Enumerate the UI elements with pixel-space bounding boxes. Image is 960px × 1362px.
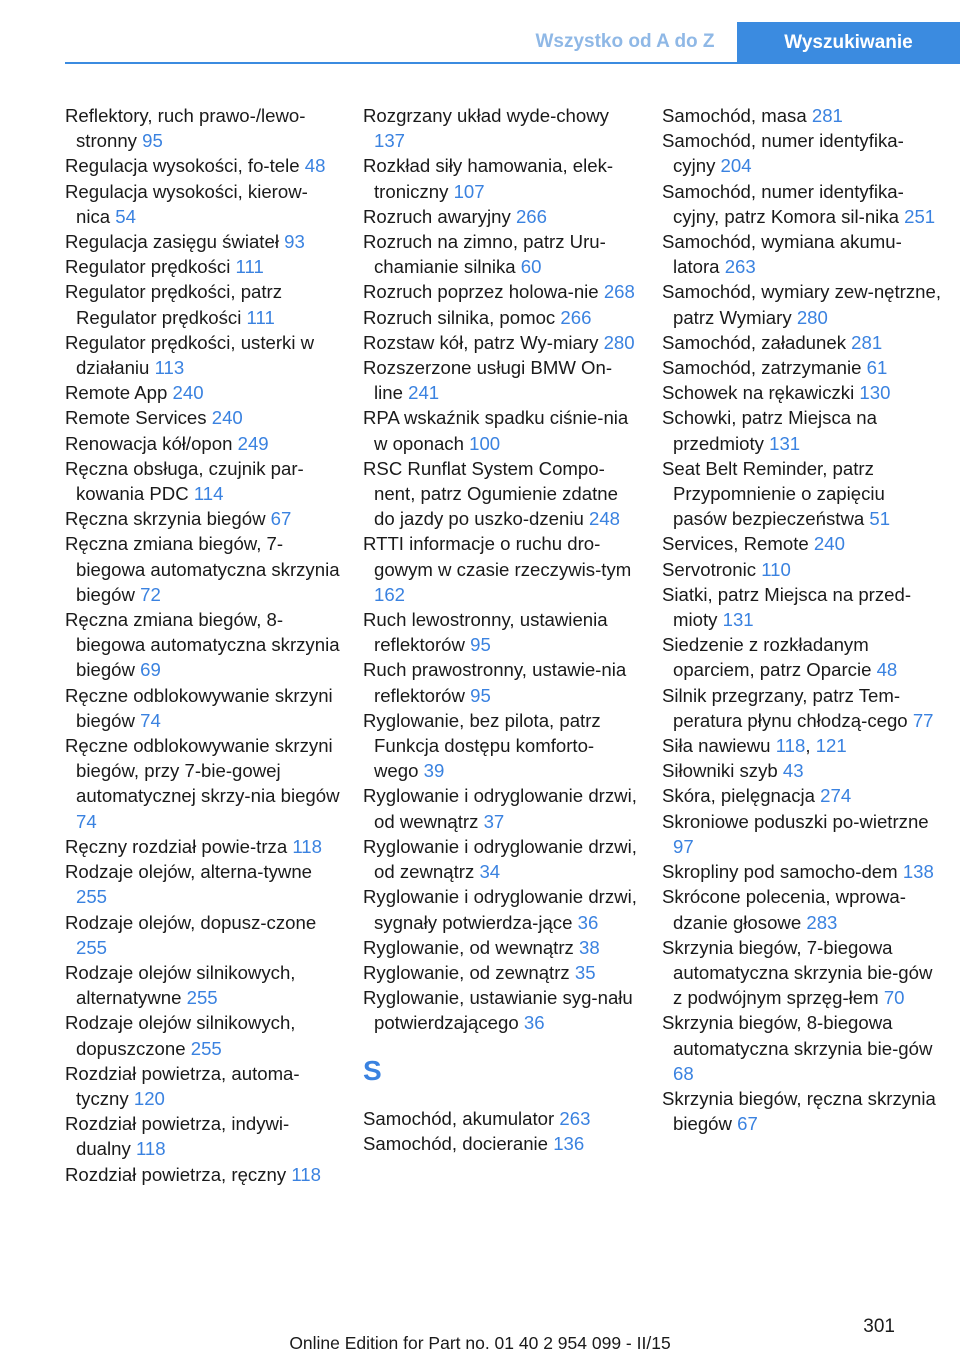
page-link[interactable]: 241 [408,382,440,404]
index-entry-text: Ruch prawostronny, ustawie-nia reflektorów [363,659,627,706]
index-entry [65,1010,340,1060]
index-entry-text: Siłowniki szyb [662,760,778,782]
index-entry [65,960,340,1010]
index-entry-text: Rozdział powietrza, indywi-dualny [65,1113,290,1160]
index-entry [363,935,638,960]
index-entry [662,884,942,934]
index-entry-text: Regulator prędkości, patrz Regulator prędkości [65,281,283,328]
index-entry-text: Rozruch silnika, pomoc [363,306,556,328]
page-link[interactable]: 37 [483,810,505,832]
page-link[interactable]: 61 [866,357,888,379]
index-entry [363,405,638,455]
page-link[interactable]: 60 [520,256,542,278]
page-link[interactable]: 281 [851,331,883,353]
page-link[interactable]: 249 [237,432,269,454]
index-entry-text: Ryglowanie i odryglowanie drzwi, od wewnątrz [363,785,637,832]
index-entry-text: Skrzynia biegów, ręczna skrzynia biegów [662,1087,936,1135]
page-link[interactable]: 74 [140,709,161,731]
index-entry-text: Samochód, wymiary zew-nętrzne, patrz Wymiary [662,281,942,328]
index-entry [363,783,638,833]
index-entry-text: Siatki, patrz Miejsca na przed-mioty [662,583,912,631]
index-entry [65,103,340,153]
index-entry [662,330,942,355]
index-entry-text: Seat Belt Reminder, patrz Przypomnienie o zapięciu pasów bezpieczeństwa [662,457,885,530]
page-link[interactable]: 111 [246,306,275,328]
tab-search[interactable]: Wyszukiwanie [737,22,960,64]
index-entry [65,531,340,607]
index-entry [363,355,638,405]
index-entry-text: Rozruch na zimno, patrz Uru-chamianie silnika [363,231,606,278]
page-link[interactable]: 97 [673,835,694,857]
index-entry [363,330,638,355]
index-entry-text: Samochód, docieranie [363,1132,549,1154]
index-entry [662,355,942,380]
index-entry [363,1106,638,1131]
index-entry-text: Rodzaje olejów, alterna-tywne [65,861,313,883]
index-entry [65,380,340,405]
index-entry-text: Services, Remote [662,533,809,555]
index-entry-text: Rodzaje olejów silnikowych, dopuszczone [65,1012,296,1059]
index-entry [65,405,340,430]
page-link[interactable]: 70 [883,987,905,1009]
page-link[interactable]: 268 [603,281,635,303]
page-link[interactable]: 162 [374,583,406,605]
page-link[interactable]: 111 [235,256,264,278]
index-entry [363,153,638,203]
index-entry [363,229,638,279]
index-entry-text: Rozkład siły hamowania, elek-troniczny [363,155,614,202]
index-entry [65,910,340,960]
section-s-entries [363,1106,638,1156]
index-entry [65,733,340,834]
index-entry [662,128,942,178]
page-link[interactable]: 121 [815,735,847,757]
page-link[interactable]: 118 [775,735,806,757]
index-entry [65,607,340,683]
page-link[interactable]: 274 [820,785,852,807]
index-entry [662,103,942,128]
index-entry-text: Ręczne odblokowywanie skrzyni biegów [65,684,333,731]
page-link[interactable]: 255 [190,1037,222,1059]
page-link[interactable]: 240 [172,382,204,404]
page-link[interactable]: 43 [782,760,804,782]
index-entry-text: Ryglowanie i odryglowanie drzwi, od zewnątrz [363,835,637,883]
index-column-2 [363,103,638,1156]
page-link[interactable]: 74 [76,810,97,832]
index-entry [662,279,942,329]
index-entry-text: Rozszerzone usługi BMW On-line [363,357,613,404]
index-entry [662,809,942,859]
index-entry-text: Skropliny pod samocho-dem [662,861,898,883]
index-entry-text: Ręczna obsługa, czujnik par-kowania PDC [65,457,304,505]
tab-a-to-z[interactable]: Wszystko od A do Z [535,31,715,52]
index-entry-text: Samochód, akumulator [363,1107,555,1129]
index-entry-text: Regulacja zasięgu świateł [65,231,279,253]
page-link[interactable]: 136 [553,1132,585,1154]
index-entry-text: Ręczna zmiana biegów, 8-biegowa automatyczna skrzynia biegów [65,609,340,681]
index-entry [363,607,638,657]
page-link[interactable]: 137 [374,130,406,152]
index-entry: Siła nawiewu 118, 121 [662,735,847,757]
index-column-1 [65,103,340,1187]
index-entry [662,179,942,229]
page-link[interactable]: 251 [904,205,936,227]
index-entry-text: Schowki, patrz Miejsca na przedmioty [662,407,877,454]
index-entry-text: Ręczne odblokowywanie skrzyni biegów, przy 7-bie-gowej automatycznej skrzy-nia biegów [65,735,340,807]
page-link[interactable]: 93 [284,231,305,253]
index-entry-text: Samochód, numer identyfika-cyjny, patrz Komora sil-nika [662,180,904,227]
page-link[interactable]: 130 [859,382,891,404]
index-entry-text: Rozgrzany układ wyde-chowy [363,105,609,126]
page-link[interactable]: 67 [270,508,292,530]
index-entry-text: Remote Services [65,407,207,429]
page-link[interactable]: 100 [469,432,501,454]
index-entry-text: Ryglowanie, od wewnątrz [363,936,574,958]
index-entry-text: Regulator prędkości, usterki w działaniu [65,331,315,379]
page-link[interactable]: 131 [769,432,801,454]
page-link[interactable]: 280 [603,331,635,353]
index-entry [662,380,942,405]
page-link[interactable]: 95 [470,684,491,706]
page-link[interactable]: 39 [423,760,445,782]
page-link[interactable]: 69 [140,659,161,681]
page-link[interactable]: 281 [811,105,843,126]
page-link[interactable]: 114 [193,483,224,505]
index-entry-text: Samochód, wymiana akumu-latora [662,231,902,278]
page-link[interactable]: 68 [673,1062,694,1084]
index-entry [363,985,638,1035]
page-link[interactable]: 263 [724,256,756,278]
index-entry-text: Skrzynia biegów, 8-biegowa automatyczna skrzynia bie-gów [662,1012,933,1059]
index-entry [662,783,942,808]
index-entry-text: Ręczna skrzynia biegów [65,508,266,530]
index-entry-text: Ręczny rozdział powie-trza [65,835,288,857]
page-link[interactable]: 95 [470,634,491,656]
index-entry [65,456,340,506]
index-entry-text: Rozdział powietrza, ręczny [65,1163,287,1185]
index-entry-text: Ryglowanie, od zewnątrz [363,961,570,983]
index-entry [662,456,942,532]
page-link[interactable]: 131 [722,609,754,631]
page-link[interactable]: 48 [876,659,898,681]
index-entry-text: RSC Runflat System Compo-nent, patrz Ogumienie zdatne do jazdy po uszko-dzeniu [363,457,618,530]
index-entry [65,431,340,456]
page-link[interactable]: 77 [912,709,934,731]
index-entry [65,834,340,859]
edition-footer: Online Edition for Part no. 01 40 2 954 099 - II/15 [289,1333,671,1353]
index-entry-text: Ryglowanie, bez pilota, patrz Funkcja dostępu komforto-wego [363,709,601,782]
page-link[interactable]: 110 [761,558,791,580]
index-entry-text: Remote App [65,382,168,404]
page-link[interactable]: 283 [806,911,838,933]
index-entry [65,683,340,733]
page-number: 301 [863,1316,895,1337]
index-entry [662,229,942,279]
index-entry [65,279,340,329]
index-entry-text: Schowek na rękawiczki [662,382,855,404]
index-entry [65,1162,340,1187]
index-entry-text: Samochód, załadunek [662,331,846,353]
index-entry [662,1086,942,1136]
index-entry [65,859,340,909]
index-entry [65,229,340,254]
index-entry-text: Servotronic [662,558,757,580]
page-link[interactable]: 240 [813,533,845,555]
page-link[interactable]: 255 [76,936,108,958]
index-entry [65,153,340,178]
index-entry-text: Skrócone polecenia, wprowa-dzanie głosowe [662,886,906,933]
index-entry [363,884,638,934]
index-entry-text: Skroniowe poduszki po-wietrzne [662,810,929,832]
page-link[interactable]: 118 [135,1138,166,1160]
page-link[interactable]: 120 [133,1087,165,1109]
page-link[interactable]: 118 [291,1163,321,1185]
page-link[interactable]: 48 [304,155,326,177]
index-entry-text: RPA wskaźnik spadku ciśnie-nia w oponach [363,407,629,454]
index-entry-text: Ryglowanie, ustawianie syg-nału potwierdzającego [363,987,633,1034]
index-entry-text: Rozruch poprzez holowa-nie [363,281,599,303]
index-entry-text: RTTI informacje o ruchu dro-gowym w czasie rzeczywis-tym [363,533,632,580]
index-entry-text: Samochód, numer identyfika-cyjny [662,130,904,177]
index-entry [363,834,638,884]
index-entry [363,279,638,304]
page-link[interactable]: 204 [720,155,752,177]
index-entry [65,1111,340,1161]
index-entry [65,330,340,380]
index-entry-text: Reflektory, ruch prawo-/lewo-stronny [65,105,306,152]
index-entry-text: Rozstaw kół, patrz Wy-miary [363,331,599,353]
index-entry-text: Skrzynia biegów, 7-biegowa automatyczna skrzynia bie-gów z podwójnym sprzęg-łem [662,936,933,1009]
index-entry [363,1131,638,1156]
index-entry [662,1010,942,1086]
page-link[interactable]: 255 [76,886,108,908]
page-link[interactable]: 280 [796,306,828,328]
index-entry-text: Rozruch awaryjny [363,205,511,227]
index-entry-text: Silnik przegrzany, patrz Tem-peratura płynu chłodzą-cego [662,684,908,731]
page-link[interactable]: 266 [560,306,592,328]
index-entry [662,683,942,733]
index-entry-text: Ręczna zmiana biegów, 7-biegowa automatyczna skrzynia biegów [65,533,340,605]
index-entry [65,506,340,531]
index-entry [363,708,638,784]
index-entry [662,405,942,455]
page-link[interactable]: 67 [737,1113,758,1135]
page-link[interactable]: 118 [292,835,322,857]
index-entry-text: Rodzaje olejów, dopusz-czone [65,911,317,933]
index-entry [662,758,942,783]
page-link[interactable]: 248 [589,508,621,530]
index-entry-text: Regulator prędkości [65,256,231,278]
index-entry-text: Ryglowanie i odryglowanie drzwi, sygnały potwierdza-jące [363,886,637,933]
page-link[interactable]: 138 [902,861,934,883]
index-entry-text: Samochód, zatrzymanie [662,357,862,379]
index-entry [363,657,638,707]
page-link[interactable]: 35 [574,961,596,983]
index-column-3 [662,103,942,1136]
page-link[interactable]: 266 [515,205,547,227]
page-link[interactable]: 72 [140,583,161,605]
index-entry-text: Siła nawiewu [662,735,771,757]
index-entry [363,305,638,330]
index-entry [363,204,638,229]
page-link[interactable]: 107 [453,180,485,202]
index-entry [65,179,340,229]
page-link[interactable]: 51 [869,508,891,530]
index-entry [363,103,638,153]
page-link[interactable]: 95 [142,130,163,152]
index-entry [662,557,942,582]
index-entry [662,859,942,884]
index-entry [662,632,942,682]
index-entry [363,531,638,607]
page-link[interactable]: 36 [577,911,599,933]
index-entry-text: Renowacja kół/opon [65,432,233,454]
index-entry-text: Ruch lewostronny, ustawienia reflektorów [363,609,608,656]
index-entry [662,582,942,632]
index-entry-text: Siedzenie z rozkładanym oparciem, patrz Oparcie [662,634,872,681]
index-entry [363,456,638,532]
page-link[interactable]: 113 [154,357,185,379]
index-entry-text: Samochód, masa [662,105,807,126]
page-link[interactable]: 240 [211,407,243,429]
page-link[interactable]: 34 [479,861,501,883]
index-entry [662,935,942,1011]
index-entry [662,531,942,556]
index-entry [65,254,340,279]
index-entry-text: Skóra, pielęgnacja [662,785,815,807]
index-entry [65,1061,340,1111]
index-entry-text: Rozdział powietrza, automa-tyczny [65,1062,300,1109]
index-column-2-entries [363,103,638,1036]
page-link[interactable]: 54 [115,205,136,227]
section-letter: S [363,1054,382,1086]
index-entry-text: Regulacja wysokości, fo-tele [65,155,300,177]
index-entry [363,960,638,985]
index-entry-text: Regulacja wysokości, kierow-nica [65,180,308,227]
page-link[interactable]: 36 [523,1012,545,1034]
page-link[interactable]: 263 [559,1107,591,1129]
page-link[interactable]: 255 [186,987,218,1009]
index-entry-text: Rodzaje olejów silnikowych, alternatywne [65,961,296,1009]
page-link[interactable]: 38 [579,936,600,958]
